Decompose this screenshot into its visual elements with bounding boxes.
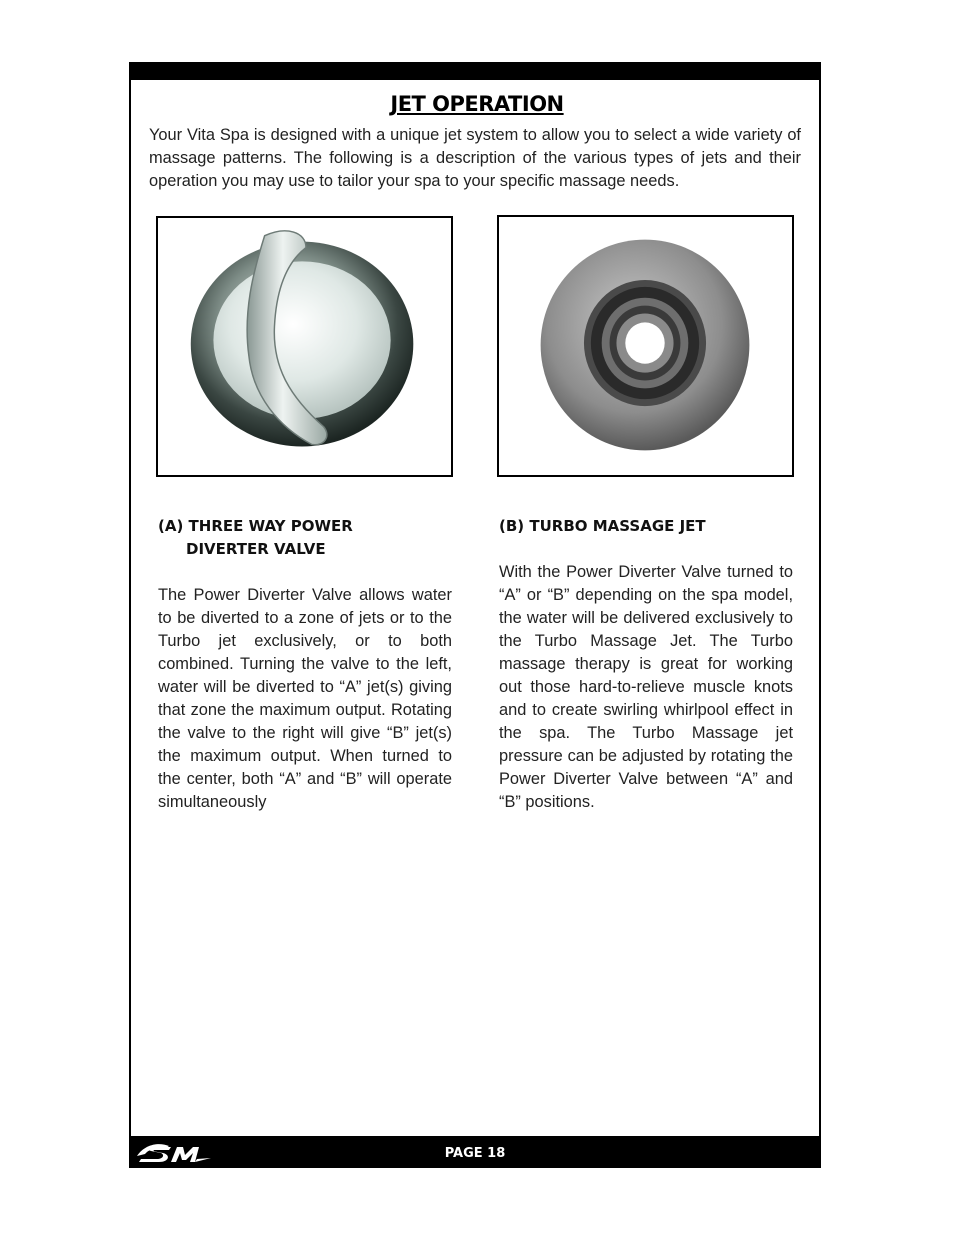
section-a-heading-line2: DIVERTER VALVE [186, 540, 326, 558]
section-a-heading-line1: (A) THREE WAY POWER [158, 517, 353, 535]
section-b-body: With the Power Diverter Valve turned to “A” or “B” depending on the spa model, the water will be delivered exclusively to the Turbo Massage Jet. The Turbo massage therapy is great for working out those hard-to-relieve muscle knots and to create swirling whirlpool effect in the spa. The Turbo Massage jet pressure can be adjusted by rotating the Power Diverter Valve between “A” and “B” positions. [499, 563, 793, 811]
section-a-heading [158, 515, 458, 561]
page-footer [129, 1136, 821, 1168]
page-title: JET OPERATION [390, 92, 564, 116]
diverter-valve-icon [158, 218, 451, 475]
diverter-valve-photo [156, 216, 453, 477]
section-a-body: The Power Diverter Valve allows water to be diverted to a zone of jets or to the Turbo jet exclusively, or to both combined. Turning the valve to the left, water will be diverted to “A” jet(s) giving that zone the maximum output. Rotating the valve to the right will give “B” jet(s) the maximum output. When turned to the center, both “A” and “B” will operate simultaneously [158, 586, 452, 811]
turbo-jet-icon [499, 217, 792, 475]
page-number: PAGE 18 [444, 1146, 506, 1161]
intro-paragraph: Your Vita Spa is designed with a unique jet system to allow you to select a wide variety of massage patterns. The following is a description of the various types of jets and their operation you may use to tailor your spa to your specific massage needs. [149, 126, 801, 190]
section-b-heading: (B) TURBO MASSAGE JET [499, 517, 706, 535]
turbo-jet-photo [497, 215, 794, 477]
